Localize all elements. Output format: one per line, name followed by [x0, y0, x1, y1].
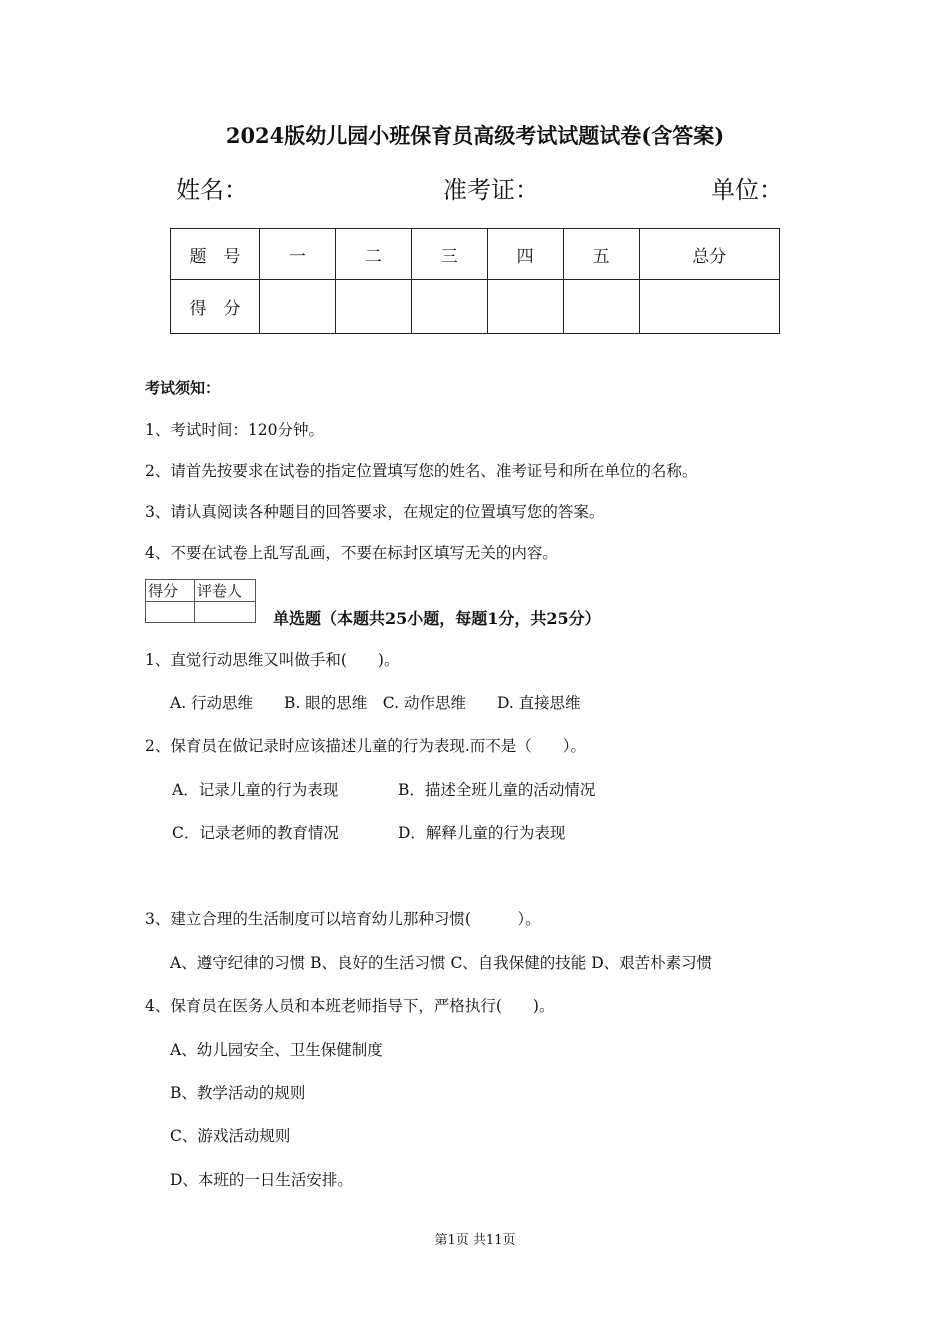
question-3-options: A、遵守纪律的习惯 B、良好的生活习惯 C、自我保健的技能 D、艰苦朴素习惯	[170, 954, 713, 972]
question-1: 1、直觉行动思维又叫做手和( )。	[145, 651, 400, 669]
question-1-options: A. 行动思维 B. 眼的思维 C. 动作思维 D. 直接思维	[170, 694, 581, 712]
grader-reviewer-cell	[195, 602, 256, 623]
score-table-header-label: 题 号	[171, 229, 260, 280]
grader-score-cell	[146, 602, 195, 623]
score-cell	[563, 280, 639, 334]
page-title: 2024版幼儿园小班保育员高级考试试题试卷(含答案)	[225, 123, 725, 148]
score-cell	[411, 280, 487, 334]
question-4: 4、保育员在医务人员和本班老师指导下，严格执行( )。	[145, 997, 555, 1015]
grader-table	[145, 579, 256, 623]
name-label: 姓名：	[176, 176, 248, 204]
question-4-option-a: A、幼儿园安全、卫生保健制度	[170, 1041, 383, 1059]
section-title: 单选题（本题共25小题，每题1分，共25分）	[273, 609, 601, 628]
score-table	[170, 228, 780, 334]
score-table-header-cell: 二	[335, 229, 411, 280]
score-table-row-label: 得 分	[171, 280, 260, 334]
score-table-header-cell: 一	[260, 229, 336, 280]
score-cell	[639, 280, 779, 334]
question-3: 3、建立合理的生活制度可以培育幼儿那种习惯( ）。	[145, 910, 541, 928]
score-table-header-cell: 三	[411, 229, 487, 280]
exam-id-label: 准考证：	[443, 176, 539, 204]
score-table-header-cell: 四	[487, 229, 563, 280]
notice-item: 4、不要在试卷上乱写乱画，不要在标封区填写无关的内容。	[145, 544, 558, 562]
question-4-option-c: C、游戏活动规则	[170, 1127, 291, 1145]
score-cell	[260, 280, 336, 334]
question-2-option-a: A．记录儿童的行为表现	[172, 781, 339, 799]
question-4-option-d: D、本班的一日生活安排。	[170, 1171, 353, 1189]
notice-heading: 考试须知：	[145, 379, 221, 397]
score-cell	[335, 280, 411, 334]
question-2-option-d: D．解释儿童的行为表现	[398, 824, 566, 842]
score-table-header-cell: 五	[563, 229, 639, 280]
question-2-option-b: B．描述全班儿童的活动情况	[398, 781, 596, 799]
question-2: 2、保育员在做记录时应该描述儿童的行为表现.而不是（ ）。	[145, 737, 587, 755]
question-4-option-b: B、教学活动的规则	[170, 1084, 306, 1102]
grader-reviewer-label: 评卷人	[195, 580, 256, 602]
notice-item: 2、请首先按要求在试卷的指定位置填写您的姓名、准考证号和所在单位的名称。	[145, 462, 698, 480]
notice-item: 3、请认真阅读各种题目的回答要求，在规定的位置填写您的答案。	[145, 503, 605, 521]
grader-score-label: 得分	[146, 580, 195, 602]
page-footer: 第1页 共11页	[434, 1233, 516, 1248]
unit-label: 单位：	[711, 176, 783, 204]
question-2-option-c: C．记录老师的教育情况	[172, 824, 339, 842]
score-table-header-cell: 总分	[639, 229, 779, 280]
score-cell	[487, 280, 563, 334]
notice-item: 1、考试时间：120分钟。	[145, 421, 324, 439]
